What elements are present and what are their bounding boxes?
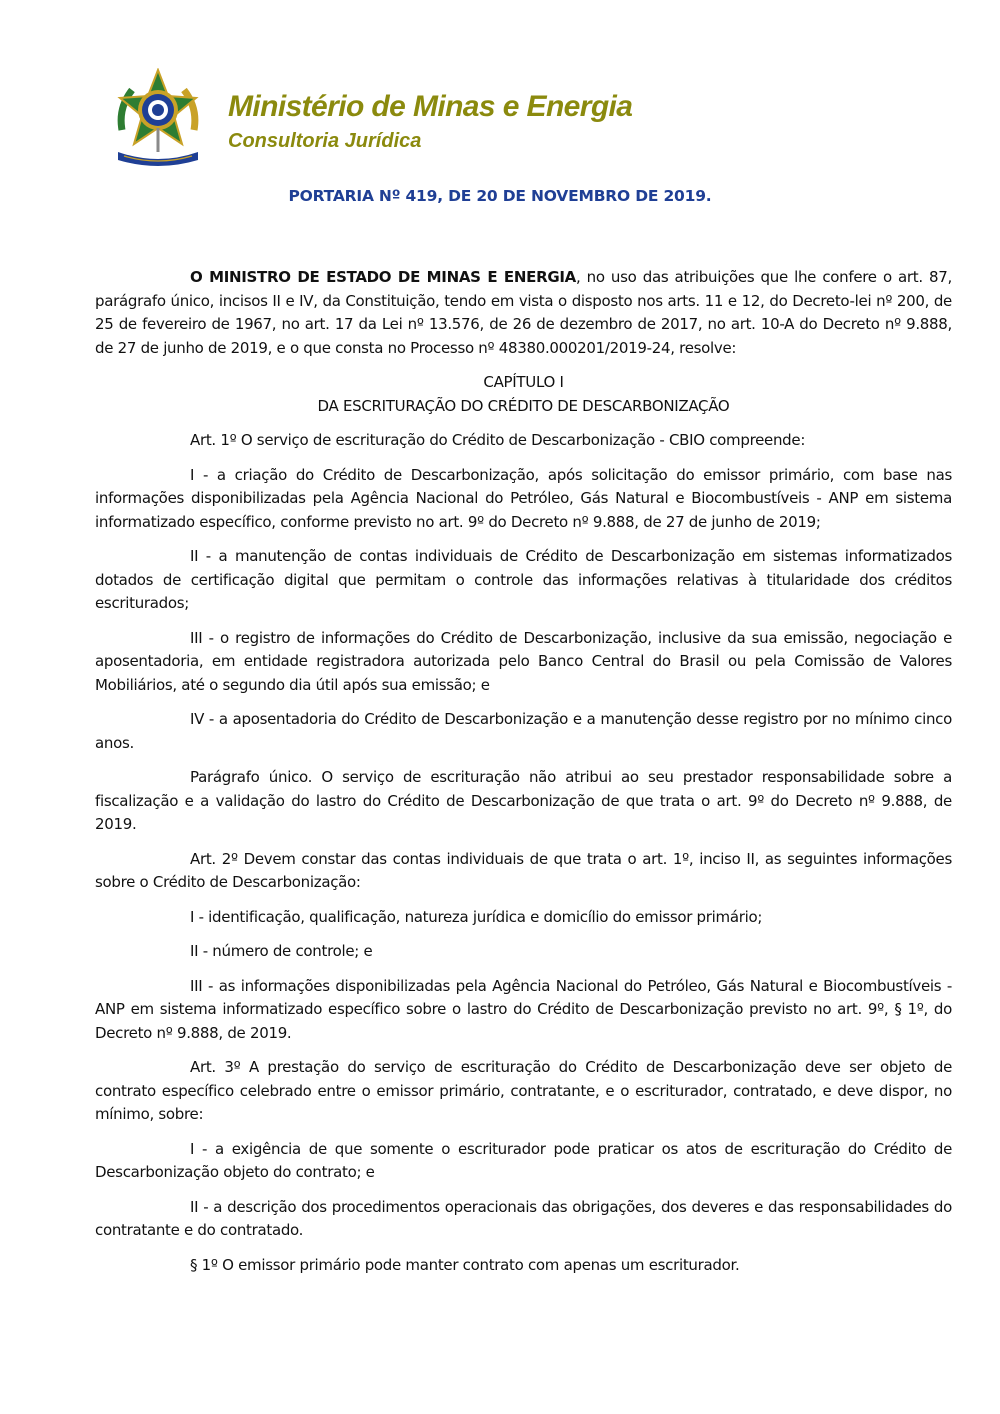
- paragraph-art1-ii: II - a manutenção de contas individuais de Crédito de Descarbonização em sistemas informatizados dotados de certificação digital que permitam o controle das informações relativas à titularidade dos créditos escriturados;: [95, 547, 952, 612]
- chapter-title: DA ESCRITURAÇÃO DO CRÉDITO DE DESCARBONIZAÇÃO: [317, 396, 730, 415]
- paragraph-art1: Art. 1º O serviço de escrituração do Crédito de Descarbonização - CBIO compreende:: [190, 431, 806, 449]
- paragraph-art2-iii: III - as informações disponibilizadas pela Agência Nacional do Petróleo, Gás Natural e Biocombustíveis - ANP em sistema informatizado específico sobre o lastro do Crédito de Descarbonização previsto no art. 9º, § 1º, do Decreto nº 9.888, de 2019.: [95, 976, 952, 1042]
- chapter-number: CAPÍTULO I: [483, 373, 564, 391]
- preamble: [95, 266, 952, 360]
- brazil-coat-of-arms-icon: [112, 68, 204, 168]
- letterhead: [112, 68, 812, 168]
- paragraph-art3-ii: II - a descrição dos procedimentos operacionais das obrigações, dos deveres e das responsabilidades do contratante e do contratado.: [95, 1197, 952, 1239]
- department-name: Consultoria Jurídica: [228, 130, 422, 152]
- document-body: [95, 266, 952, 1288]
- letterhead-titles: [228, 90, 632, 154]
- paragraph-art2-ii: II - número de controle; e: [190, 942, 373, 960]
- paragraph-art3: Art. 3º A prestação do serviço de escrituração do Crédito de Descarbonização deve ser objeto de contrato específico celebrado entre o emissor primário, contratante, e o escriturador, contratado, e deve dispor, no mínimo, sobre:: [95, 1058, 952, 1123]
- paragraph-art3-p1: § 1º O emissor primário pode manter contrato com apenas um escriturador.: [190, 1255, 740, 1274]
- paragraph-art2: Art. 2º Devem constar das contas individuais de que trata o art. 1º, inciso II, as seguintes informações sobre o Crédito de Descarbonização:: [95, 849, 952, 891]
- paragraph-art1-sole: Parágrafo único. O serviço de escrituração não atribui ao seu prestador responsabilidade sobre a fiscalização e a validação do lastro do Crédito de Descarbonização de que trata o art. 9º do Decreto nº 9.888, de 2019.: [95, 768, 952, 833]
- document-title: PORTARIA Nº 419, DE 20 DE NOVEMBRO DE 2019.: [288, 187, 712, 205]
- paragraph-art2-i: I - identificação, qualificação, natureza jurídica e domicílio do emissor primário;: [190, 907, 763, 926]
- preamble-lead: O MINISTRO DE ESTADO DE MINAS E ENERGIA: [190, 268, 576, 286]
- paragraph-art1-iii: III - o registro de informações do Crédito de Descarbonização, inclusive da sua emissão, negociação e aposentadoria, em entidade registradora autorizada pelo Banco Central do Brasil ou pela Comissão de Valores Mobiliários, até o segundo dia útil após sua emissão; e: [95, 628, 952, 694]
- paragraph-art1-iv: IV - a aposentadoria do Crédito de Descarbonização e a manutenção desse registro por no mínimo cinco anos.: [95, 710, 952, 752]
- ministry-name: Ministério de Minas e Energia: [228, 90, 633, 123]
- preamble-text: , no uso das atribuições que lhe confere o art. 87, parágrafo único, incisos II e IV, da Constituição, tendo em vista o disposto nos arts. 11 e 12, do Decreto-lei nº 200, de 25 de fevereiro de 1967, no art. 17 da Lei nº 13.576, de 26 de dezembro de 2017, no art. 10-A do Decreto nº 9.888, de 27 de junho de 2019, e o que consta no Processo nº 48380.000201/2019-24, resolve:: [95, 268, 953, 357]
- paragraph-art3-i: I - a exigência de que somente o escriturador pode praticar os atos de escrituração do Crédito de Descarbonização objeto do contrato; e: [95, 1139, 952, 1181]
- paragraph-art1-i: I - a criação do Crédito de Descarbonização, após solicitação do emissor primário, com base nas informações disponibilizadas pela Agência Nacional do Petróleo, Gás Natural e Biocombustíveis - ANP em sistema informatizado específico, conforme previsto no art. 9º do Decreto nº 9.888, de 27 de junho de 2019;: [95, 465, 952, 531]
